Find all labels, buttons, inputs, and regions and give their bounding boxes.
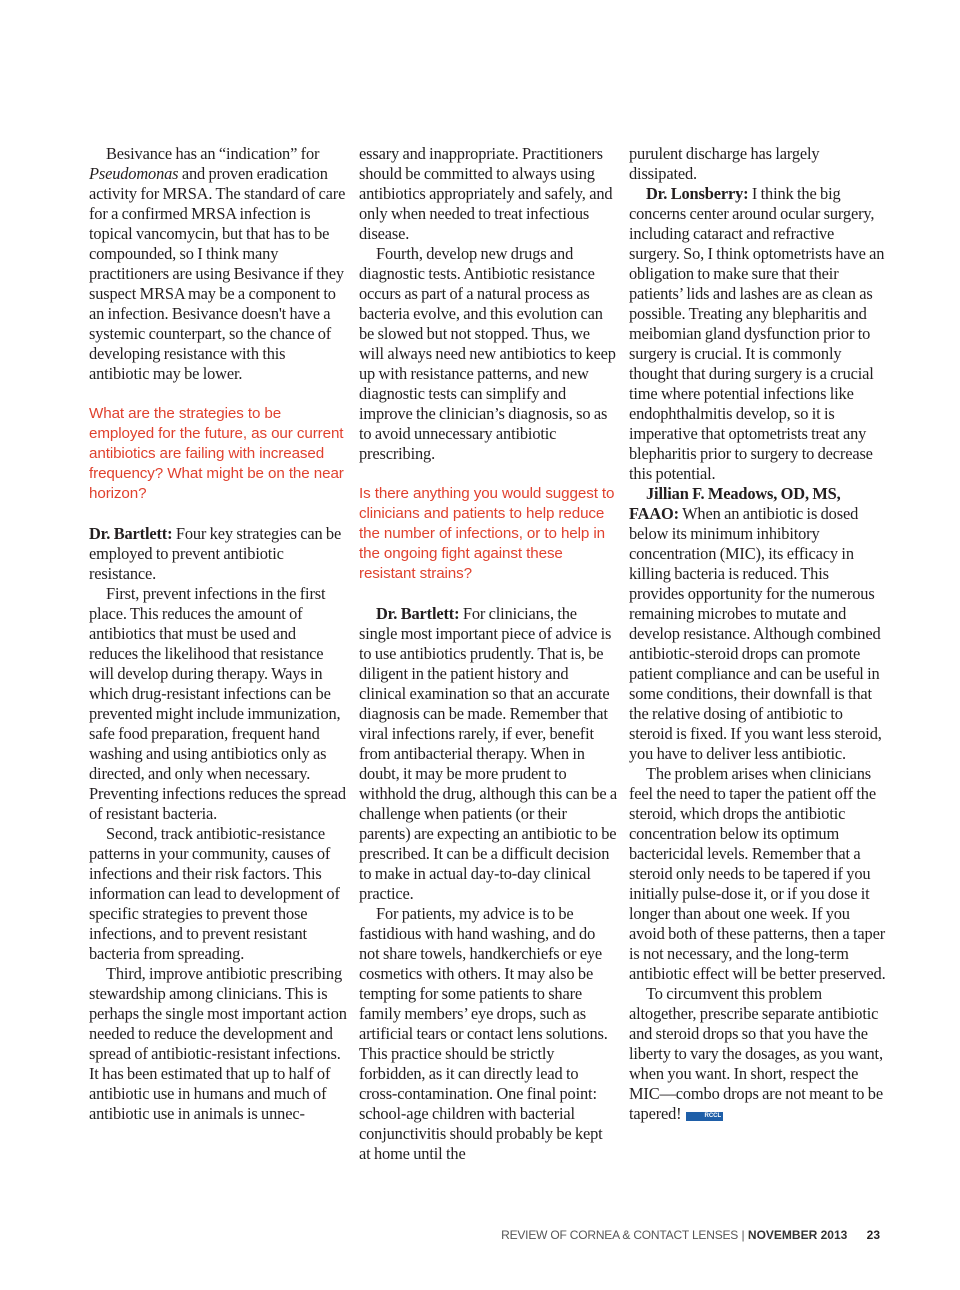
- paragraph: [629, 984, 887, 1124]
- paragraph: Second, track antibiotic-resistance patterns in your community, causes of infections and their risk factors. This information can lead to development of specific strategies to prevent those infections, and to prevent resistant bacteria from spreading.: [89, 824, 340, 963]
- paragraph: essary and inappropriate. Practitioners should be committed to always using antibiotics appropriately and safely, and only when needed to treat infectious disease.: [359, 144, 613, 243]
- paragraph-text: When an antibiotic is dosed below its minimum inhibitory concentration (MIC), its efficacy in killing bacteria is reduced. This provides opportunity for the numerous remaining microbes to mutate and develop resistance. Although combined antibiotic-steroid drops can promote patient compliance and can be useful in some conditions, their downfall is that the relative dosing of antibiotic to steroid is fixed. If you want less steroid, you have to deliver less antibiotic.: [629, 504, 882, 763]
- paragraph: [629, 484, 887, 764]
- paragraph: [629, 184, 887, 484]
- footer-separator: |: [741, 1228, 745, 1242]
- paragraph: purulent discharge has largely dissipated.: [629, 144, 820, 183]
- paragraph-text: For clinicians, the single most important piece of advice is to use antibiotics prudently. That is, be diligent in the patient history and clinical examination so that an accurate diagnosis can be made. Remember that viral infections rarely, if ever, benefit from antibacterial therapy. When in doubt, it may be more prudent to withhold the drug, although this can be a challenge when patients (or their parents) are expecting an antibiotic to be prescribed. It can be a difficult decision to make in actual day-to-day clinical practice.: [359, 604, 618, 903]
- paragraph-text: Four key strategies can be employed to prevent antibiotic resistance.: [89, 524, 342, 583]
- paragraph: For patients, my advice is to be fastidious with hand washing, and do not share towels, handkerchiefs or eye cosmetics with others. It may also be tempting for some patients to share family members’ eye drops, such as artificial tears or contact lens solutions. This practice should be strictly forbidden, as it can directly lead to cross-contamination. One final point: school-age children with bacterial conjunctivitis should probably be kept at home until the: [359, 904, 608, 1163]
- paragraph: Fourth, develop new drugs and diagnostic tests. Antibiotic resistance occurs as part of a natural process as bacteria evolve, and this evolution can be slowed but not stopped. Thus, we will always need new antibiotics to keep up with resistance patterns, and new diagnostic tests can simplify and improve the clinician’s diagnosis, so as to avoid unnecessary antibiotic prescribing.: [359, 244, 616, 463]
- column-1: [89, 144, 347, 1124]
- column-2: [359, 144, 617, 1164]
- publication-name: REVIEW OF CORNEA & CONTACT LENSES: [501, 1228, 739, 1242]
- interview-question: Is there anything you would suggest to clinicians and patients to help reduce the number of infections, or to help in the ongoing fight against these resistant strains?: [359, 485, 615, 582]
- page-number: 23: [866, 1228, 880, 1242]
- paragraph-text: and proven eradication activity for MRSA. The standard of care for a confirmed MRSA infection is topical vancomycin, but that has to be compounded, so I think many practitioners are using Besivance if they suspect MRSA may be a component to an infection. Besivance doesn't have a systemic counterpart, so the chance of developing resistance with this antibiotic may be lower.: [89, 164, 346, 383]
- italic-term: Pseudomonas: [89, 164, 179, 183]
- paragraph: [89, 144, 347, 384]
- page-footer: [501, 1228, 880, 1242]
- speaker-name: Dr. Lonsberry:: [646, 184, 749, 203]
- paragraph: [359, 604, 617, 904]
- speaker-name: Dr. Bartlett:: [376, 604, 460, 623]
- paragraph: First, prevent infections in the first place. This reduces the amount of antibiotics that must be used and reduces the likelihood that resistance will develop during therapy. Ways in which drug-resistant infections can be prevented might include immunization, safe food preparation, frequent hand washing and using antibiotics only as directed, and only when necessary. Preventing infections reduces the spread of resistant bacteria.: [89, 584, 346, 823]
- paragraph-text: Besivance has an “indication” for: [106, 144, 320, 163]
- speaker-name: Jillian F. Meadows, OD, MS, FAAO:: [629, 484, 841, 523]
- interview-question: What are the strategies to be employed for the future, as our current antibiotics are failing with increased frequency? What might be on the near horizon?: [89, 405, 344, 502]
- end-of-article-icon: RCCL: [686, 1112, 724, 1121]
- paragraph-text: To circumvent this problem altogether, prescribe separate antibiotic and steroid drops so that you have the liberty to vary the dosages, as you want, when you want. In short, respect the MIC—combo drops are not meant to be tapered!: [629, 984, 883, 1123]
- paragraph: Third, improve antibiotic prescribing stewardship among clinicians. This is perhaps the single most important action needed to reduce the development and spread of antibiotic-resistant infections. It has been estimated that up to half of antibiotic use in humans and much of antibiotic use in animals is unnec-: [89, 964, 347, 1123]
- paragraph: [89, 524, 347, 584]
- paragraph: The problem arises when clinicians feel the need to taper the patient off the steroid, which drops the antibiotic concentration below its optimum bactericidal levels. Remember that a steroid only needs to be tapered if you initially pulse-dose it, or if you dose it longer than about one week. If you avoid both of these patterns, then a taper is not necessary, and the long-term antibiotic effect will be better preserved.: [629, 764, 886, 983]
- column-3: [629, 144, 887, 1124]
- issue-date: NOVEMBER 2013: [747, 1228, 848, 1242]
- speaker-name: Dr. Bartlett:: [89, 524, 173, 543]
- paragraph-text: I think the big concerns center around ocular surgery, including cataract and refractive surgery. So, I think optometrists have an obligation to make sure that their patients’ lids and lashes are as clean as possible. Treating any blepharitis and meibomian gland dysfunction prior to surgery is crucial. It is commonly thought that during surgery is a crucial time where potential infections like endophthalmitis develop, so it is imperative that optometrists treat any blepharitis prior to surgery to decrease this potential.: [629, 184, 885, 483]
